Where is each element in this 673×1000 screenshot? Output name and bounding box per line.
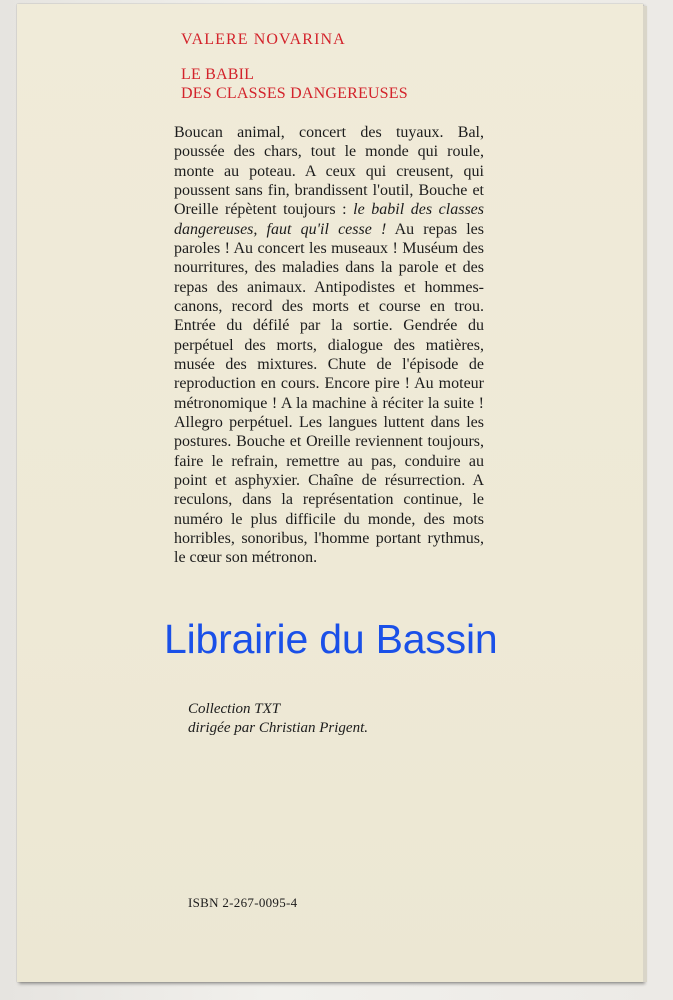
book-title	[181, 65, 408, 103]
bookshop-watermark: Librairie du Bassin	[164, 616, 498, 662]
series-credit	[188, 700, 368, 738]
series-line-1: Collection TXT	[188, 701, 281, 717]
blurb-part-2: Au repas les paroles ! Au concert les museaux ! Muséum des nourritures, des maladies dans la parole et des repas des animaux. Antipodistes et hommes-canons, record des morts et course en trou. Entrée du défilé par la sortie. Gendrée du perpétuel des morts, dialogue des matières, musée des mixtures. Chute de l'épisode de reproduction en cours. Encore pire ! Au moteur métronomique ! A la machine à réciter la suite ! Allegro perpétuel. Les langues luttent dans les postures. Bouche et Oreille reviennent toujours, faire le refrain, remettre au pas, conduire au point et asphyxier. Chaîne de résurrection. A reculons, dans la représentation continue, le numéro le plus difficile du monde, des mots horribles, sonoribus, l'homme portant rythmus, le cœur son métronon.	[174, 220, 484, 567]
blurb-text	[174, 123, 484, 568]
title-line-1: LE BABIL	[181, 66, 255, 83]
series-line-2: dirigée par Christian Prigent.	[188, 720, 368, 736]
blurb-italic-quote: le babil des classes dangereuses, faut qu'il cesse !	[174, 201, 485, 238]
cover-edge	[643, 6, 647, 982]
title-line-2: DES CLASSES DANGEREUSES	[181, 85, 408, 102]
isbn-number: ISBN 2-267-0095-4	[188, 895, 298, 910]
author-name: VALERE NOVARINA	[181, 31, 346, 48]
blurb-part-1: Boucan animal, concert des tuyaux. Bal, poussée des chars, tout le monde qui roule, monte au poteau. A ceux qui creusent, qui poussent sans fin, brandissent l'outil, Bouche et Oreille répètent toujours :	[174, 124, 484, 219]
